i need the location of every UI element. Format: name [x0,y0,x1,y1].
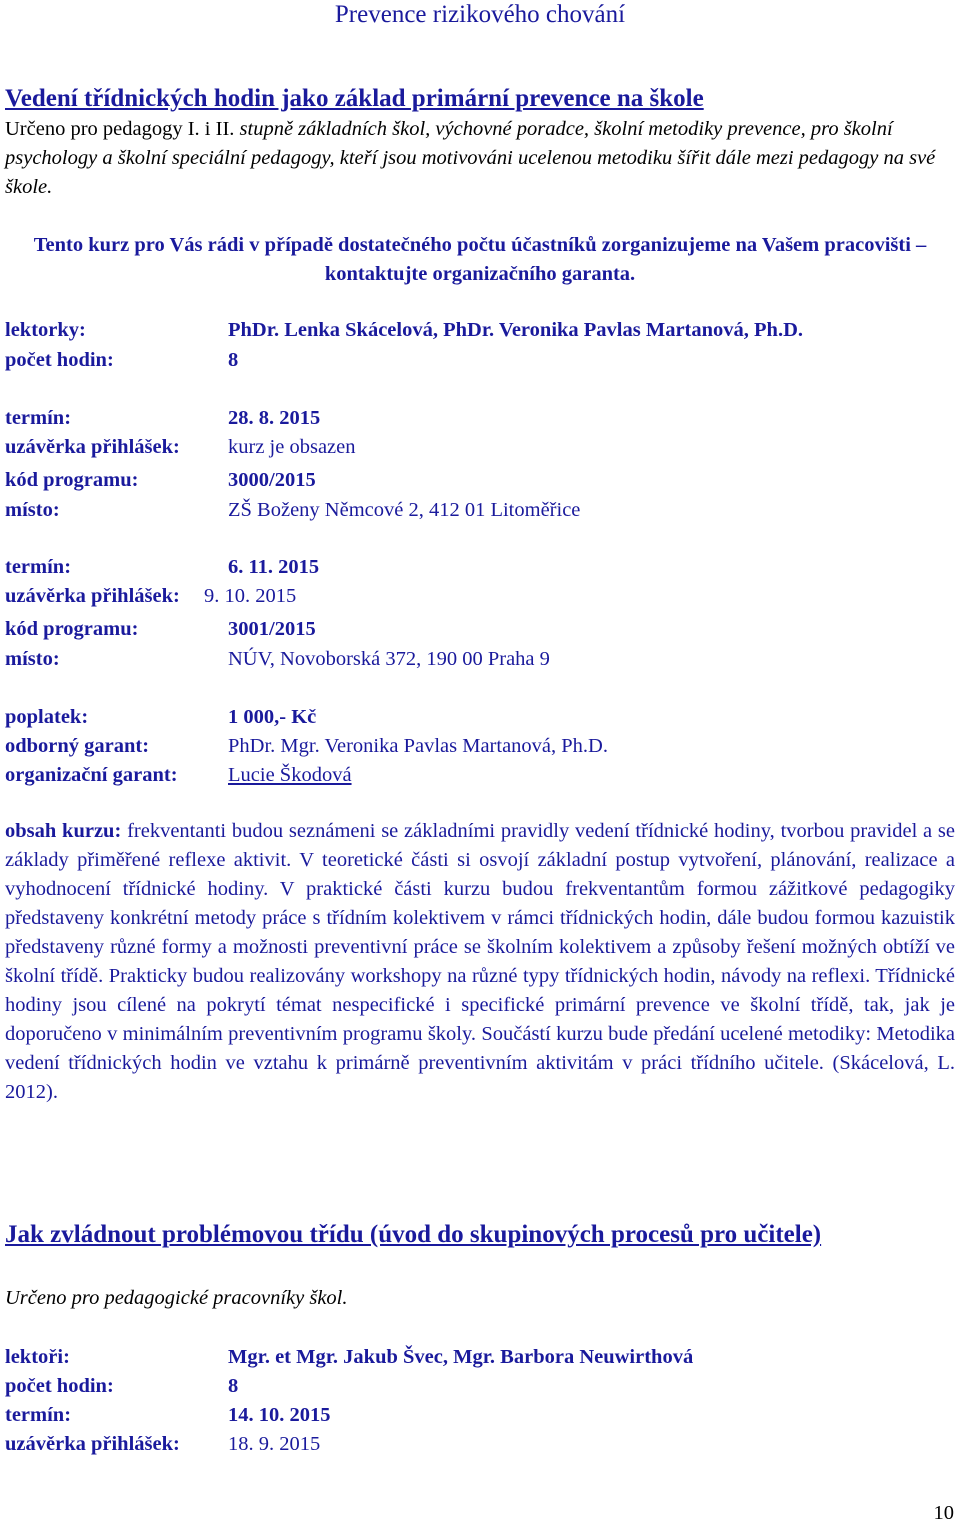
fee-value: 1 000,- Kč [228,706,317,728]
deadline-label: uzávěrka přihlášek: [5,1433,180,1455]
program-code-value: 3001/2015 [228,618,316,640]
place-value: ZŠ Boženy Němcové 2, 412 01 Litoměřice [228,499,581,521]
place-label: místo: [5,499,60,521]
deadline-value: 18. 9. 2015 [228,1433,321,1455]
program-code-label: kód programu: [5,469,139,491]
expert-guarantor-value: PhDr. Mgr. Veronika Pavlas Martanová, Ph.D. [228,735,608,757]
deadline-label: uzávěrka přihlášek: [5,436,180,458]
org-guarantor-label: organizační garant: [5,764,178,786]
term-date-label: termín: [5,407,72,429]
deadline-label: uzávěrka přihlášek: [5,585,180,607]
lecturers-value: Mgr. et Mgr. Jakub Švec, Mgr. Barbora Neuwirthová [228,1346,694,1368]
hours-label: počet hodin: [5,1375,114,1397]
term-date-label: termín: [5,556,72,578]
content-text: frekventanti budou seznámeni se základními pravidly vedení třídnické hodiny, tvorbou pravidel a se základy přiměřené reflexe aktivit. V teoretické části si osvojí základní postup vytvoření, plánování, realizace a vyhodnocení třídnické hodiny. V praktické části kurzu budou frekventantům formou zážitkové pedagogiky představeny konkrétní metody práce s třídním kolektivem v rámci třídnických hodin, dále budou formou kazuistik představeny různé formy a možnosti preventivní práce se školním kolektivem a způsoby řešení možných obtíží ve školní třídě. Prakticky budou realizovány workshopy na různé typy třídnických hodin, návody na reflexi. Třídnické hodiny jsou cílené na pokrytí témat nespecifické i specifické primární prevence ve školní třídě, tak, jak je doporučeno v minimálním preventivním programu školy. Součástí kurzu bude předání ucelené metodiky: Metodika vedení třídnických hodin ve vztahu k primárně preventivním aktivitám v práci třídního učitele. (Skácelová, L. 2012). [5,820,956,1103]
term-date-label: termín: [5,1404,72,1426]
course-title-link[interactable]: Vedení třídnických hodin jako základ primární prevence na škole [5,85,704,112]
lecturers-value: PhDr. Lenka Skácelová, PhDr. Veronika Pavlas Martanová, Ph.D. [228,319,804,341]
intro-text: Určeno pro pedagogické pracovníky škol. [5,1287,348,1309]
expert-guarantor-label: odborný garant: [5,735,150,757]
notice-text: Tento kurz pro Vás rádi v případě dostatečného počtu účastníků zorganizujeme na Vašem pracovišti – kontaktujte organizačního garanta. [33,234,927,285]
deadline-value: 9. 10. 2015 [204,585,297,607]
fee-label: poplatek: [5,706,89,728]
lecturers-label: lektoři: [5,1346,70,1368]
page-number: 10 [933,1502,954,1524]
program-code-value: 3000/2015 [228,469,316,491]
course-title-link[interactable]: Jak zvládnout problémovou třídu (úvod do skupinových procesů pro učitele) [5,1221,822,1248]
intro-rest: stupně základních škol, výchovné poradce, školní metodiky prevence, pro školní psychology a školní speciální pedagogy, kteří jsou motivováni ucelenou metodiku šířit dále mezi pedagogy na své škole. [5,118,936,198]
term-date-value: 28. 8. 2015 [228,407,321,429]
hours-value: 8 [228,349,239,371]
page-title: Prevence rizikového chování [334,1,626,28]
place-value: NÚV, Novoborská 372, 190 00 Praha 9 [228,648,550,670]
intro-lead: Určeno pro pedagogy I. i II. [5,118,235,140]
lecturers-label: lektorky: [5,319,86,341]
hours-value: 8 [228,1375,239,1397]
org-guarantor-link[interactable]: Lucie Škodová [228,764,352,786]
program-code-label: kód programu: [5,618,139,640]
course-intro [5,1284,952,1313]
place-label: místo: [5,648,60,670]
deadline-value: kurz je obsazen [228,436,356,458]
course-description [5,817,955,1107]
hours-label: počet hodin: [5,349,114,371]
content-label: obsah kurzu: [5,820,122,842]
term-date-value: 14. 10. 2015 [228,1404,331,1426]
term-date-value: 6. 11. 2015 [228,556,320,578]
org-guarantor-value [228,761,352,790]
course-intro [5,115,952,202]
